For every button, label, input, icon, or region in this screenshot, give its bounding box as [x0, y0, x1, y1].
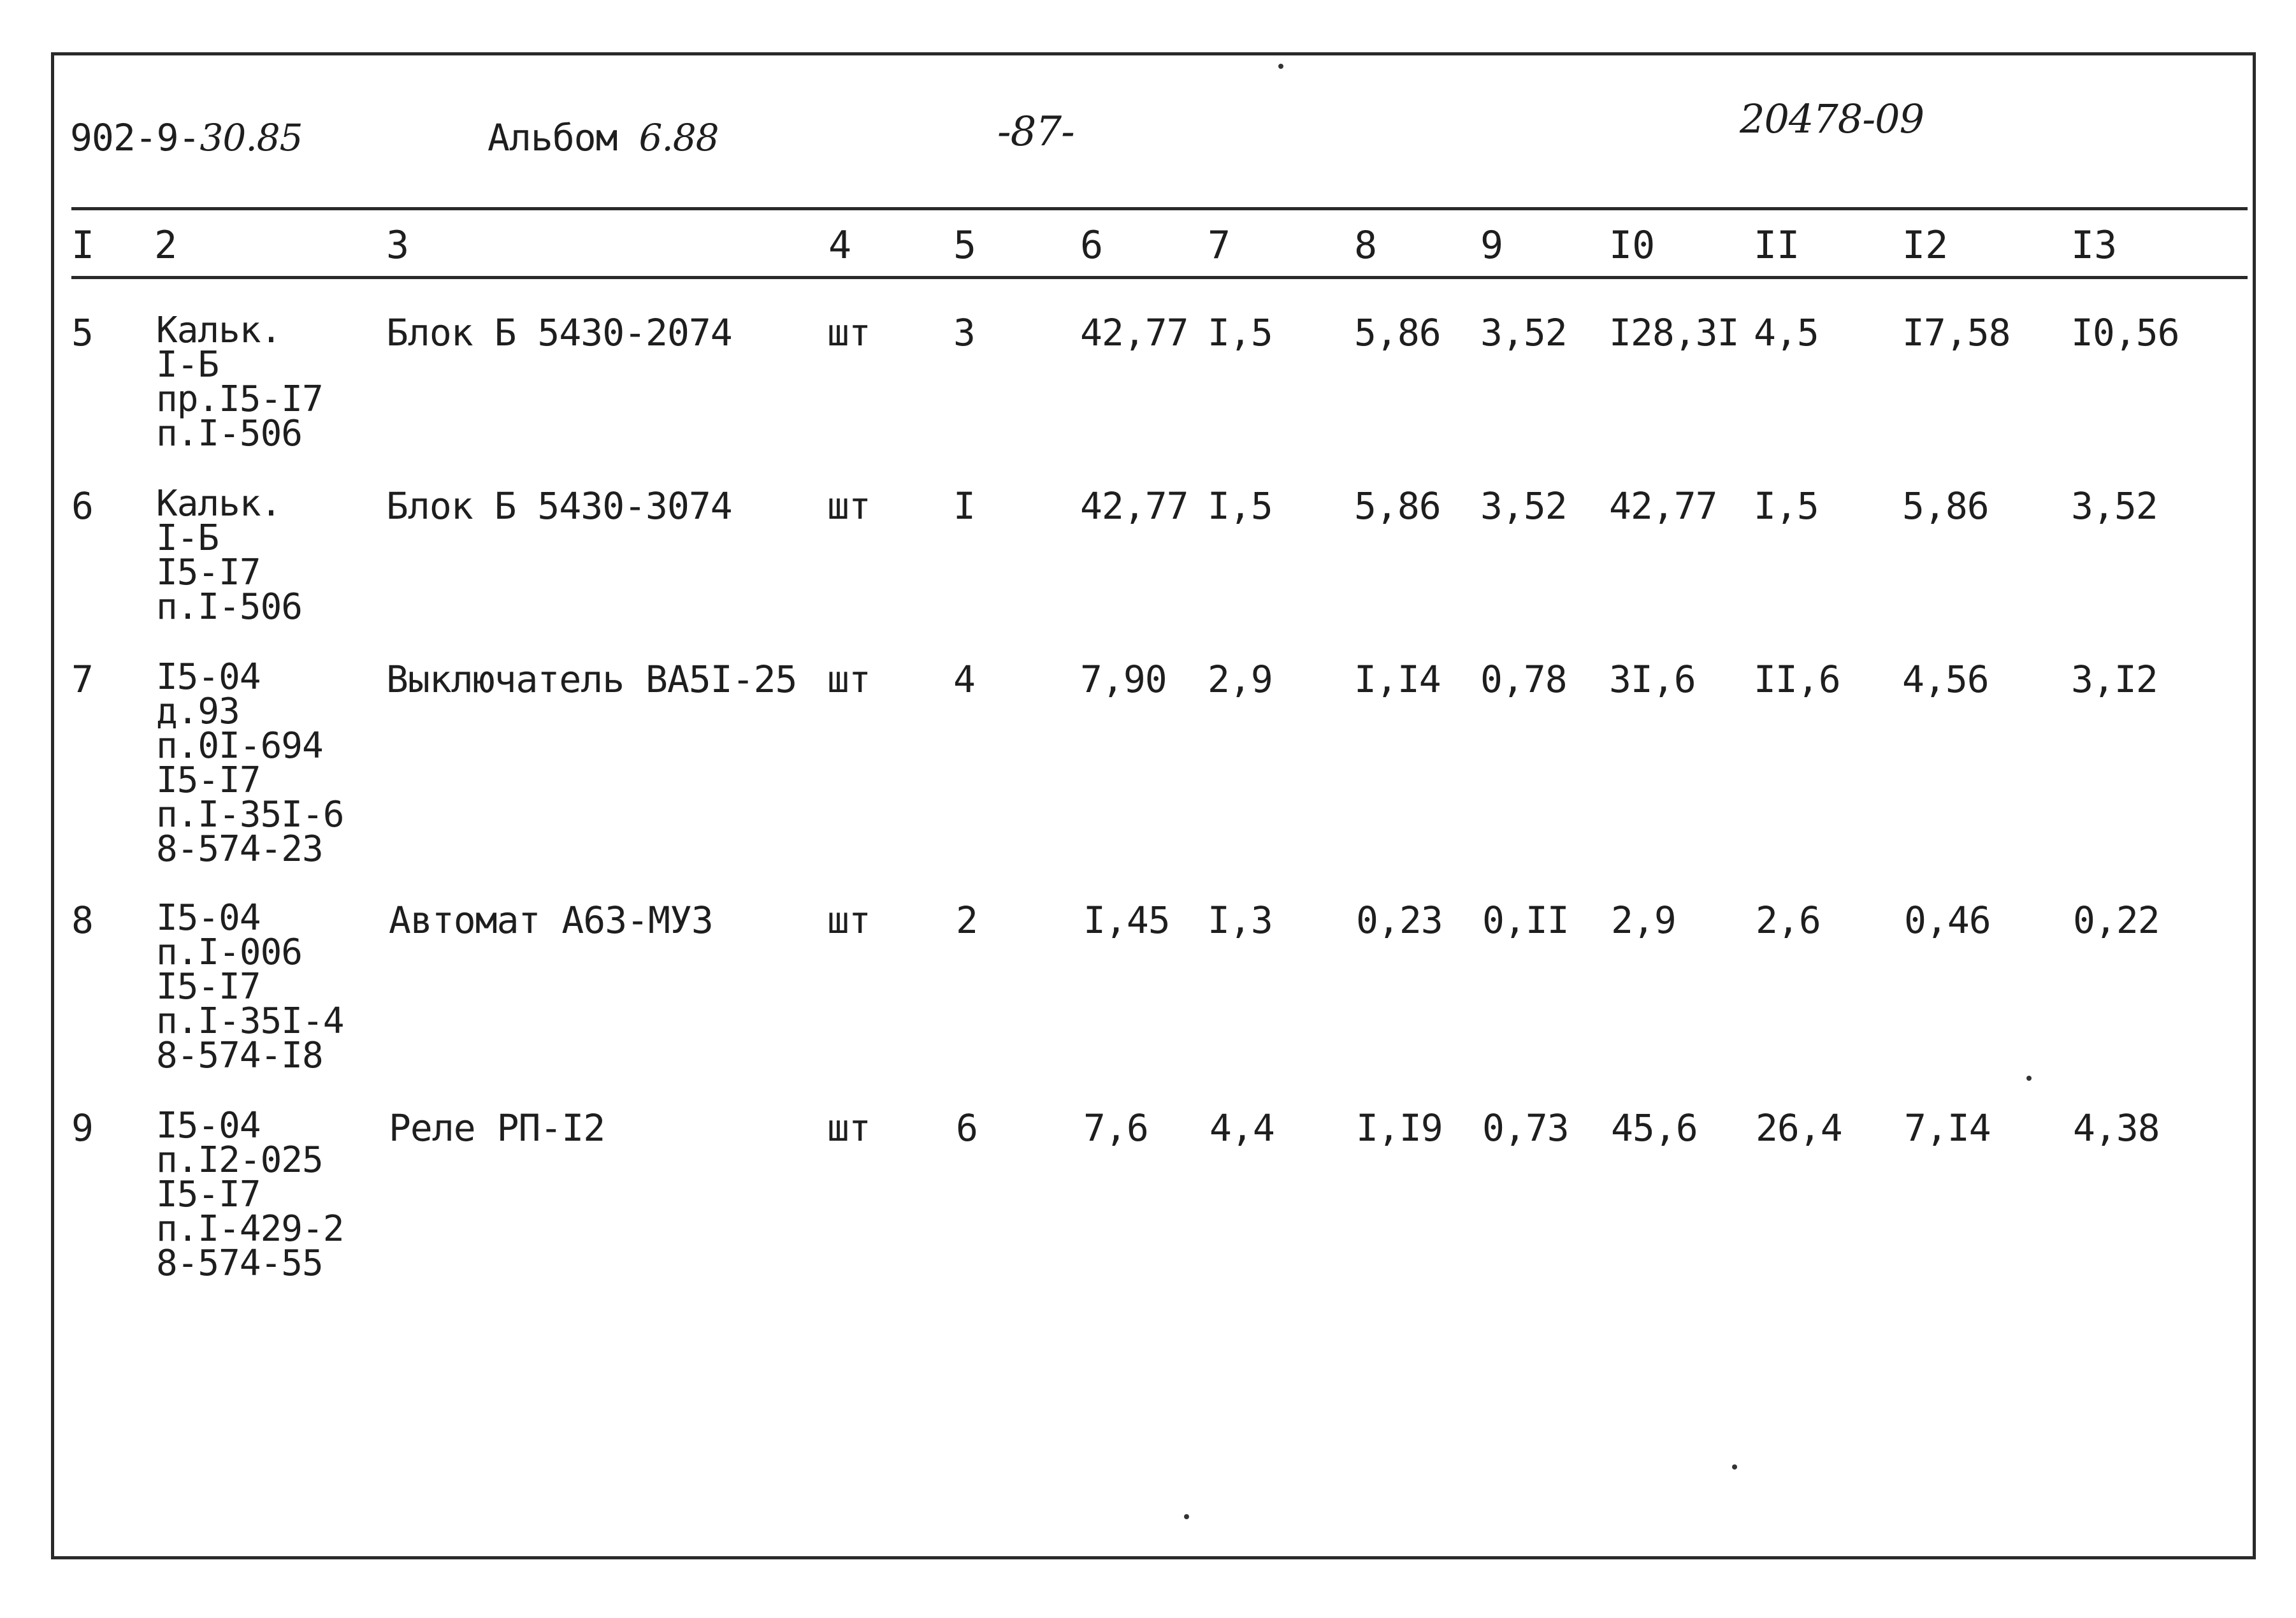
col-header-3: 3 — [386, 223, 410, 268]
reference-line: I5-04 — [156, 1105, 261, 1146]
reference-cell — [156, 897, 344, 1076]
reference-line: пр.I5-I7 — [156, 379, 323, 420]
col-header-11: II — [1754, 223, 1800, 268]
row-number: 5 — [71, 311, 93, 354]
scan-speck — [1732, 1464, 1737, 1470]
reference-line: п.I-35I-6 — [156, 794, 344, 835]
value-col-13: 3,I2 — [2071, 658, 2158, 701]
reference-line: I5-04 — [156, 897, 261, 939]
row-number: 9 — [71, 1106, 93, 1150]
reference-line: п.I-006 — [156, 932, 303, 973]
quantity: 3 — [953, 311, 975, 354]
row-number: 6 — [71, 484, 93, 528]
value-col-9: 3,52 — [1480, 484, 1567, 528]
value-col-6: 7,90 — [1080, 658, 1167, 701]
value-col-9: 3,52 — [1480, 311, 1567, 354]
value-col-11: 26,4 — [1756, 1106, 1842, 1150]
value-col-13: I0,56 — [2071, 311, 2179, 354]
doc-code-printed: 902-9- — [70, 116, 200, 159]
quantity: 2 — [956, 899, 978, 942]
quantity: I — [953, 484, 975, 528]
item-name: Автомат А63-МУЗ — [389, 899, 713, 942]
reference-line: п.I-35I-4 — [156, 1000, 344, 1042]
value-col-10: 2,9 — [1611, 899, 1676, 942]
value-col-11: 2,6 — [1756, 899, 1821, 942]
col-header-6: 6 — [1080, 223, 1104, 268]
value-col-13: 4,38 — [2073, 1106, 2160, 1150]
page-number: -87- — [997, 108, 1074, 155]
reference-line: п.0I-694 — [156, 725, 323, 767]
album-info — [487, 116, 719, 159]
reference-cell — [156, 310, 323, 454]
doc-code-handwritten: 30.85 — [199, 116, 303, 159]
header-rule-bottom — [71, 276, 2248, 279]
value-col-7: I,3 — [1208, 899, 1273, 942]
reference-line: I5-I7 — [156, 966, 261, 1008]
value-col-7: 4,4 — [1209, 1106, 1274, 1150]
reference-line: 8-574-I8 — [156, 1035, 323, 1076]
reference-line: I5-I7 — [156, 1174, 261, 1215]
value-col-9: 0,II — [1482, 899, 1569, 942]
value-col-6: 42,77 — [1080, 484, 1188, 528]
col-header-10: I0 — [1609, 223, 1656, 268]
scan-speck — [2026, 1076, 2032, 1081]
col-header-5: 5 — [953, 223, 977, 268]
col-header-4: 4 — [828, 223, 852, 268]
item-name: Блок Б 5430-3074 — [386, 484, 732, 528]
reference-line: 8-574-23 — [156, 828, 323, 870]
value-col-6: I,45 — [1083, 899, 1170, 942]
unit: шт — [827, 1106, 870, 1150]
scan-speck — [1184, 1514, 1189, 1519]
scan-speck — [1278, 64, 1283, 69]
reference-cell — [156, 483, 303, 628]
value-col-8: 0,23 — [1356, 899, 1443, 942]
unit: шт — [827, 658, 870, 701]
reference-line: д.93 — [156, 691, 240, 732]
quantity: 4 — [953, 658, 975, 701]
value-col-8: I,I4 — [1354, 658, 1441, 701]
reference-cell — [156, 656, 344, 870]
reference-line: I-Б — [156, 517, 219, 559]
reference-cell — [156, 1105, 344, 1284]
row-number: 7 — [71, 658, 93, 701]
item-name: Выключатель ВА5I-25 — [386, 658, 797, 701]
reference-line: п.I2-025 — [156, 1139, 323, 1181]
value-col-7: I,5 — [1208, 484, 1273, 528]
value-col-10: I28,3I — [1609, 311, 1739, 354]
doc-number: 20478-09 — [1740, 96, 1924, 142]
col-header-12: I2 — [1902, 223, 1949, 268]
value-col-10: 45,6 — [1611, 1106, 1698, 1150]
col-header-2: 2 — [154, 223, 178, 268]
unit: шт — [827, 311, 870, 354]
unit: шт — [827, 484, 870, 528]
album-number: 6.88 — [639, 116, 719, 159]
col-header-13: I3 — [2071, 223, 2118, 268]
value-col-12: 7,I4 — [1904, 1106, 1991, 1150]
value-col-9: 0,73 — [1482, 1106, 1569, 1150]
value-col-8: 5,86 — [1354, 484, 1441, 528]
value-col-7: I,5 — [1208, 311, 1273, 354]
reference-line: I5-04 — [156, 656, 261, 698]
doc-code — [70, 116, 303, 159]
item-name: Блок Б 5430-2074 — [386, 311, 732, 354]
value-col-10: 3I,6 — [1609, 658, 1696, 701]
row-number: 8 — [71, 899, 93, 942]
value-col-6: 7,6 — [1083, 1106, 1148, 1150]
item-name: Реле РП-I2 — [389, 1106, 605, 1150]
value-col-11: I,5 — [1754, 484, 1819, 528]
value-col-9: 0,78 — [1480, 658, 1567, 701]
value-col-11: II,6 — [1754, 658, 1840, 701]
reference-line: п.I-506 — [156, 413, 303, 454]
col-header-7: 7 — [1208, 223, 1231, 268]
reference-line: I-Б — [156, 344, 219, 386]
value-col-8: 5,86 — [1354, 311, 1441, 354]
value-col-13: 0,22 — [2073, 899, 2160, 942]
reference-line: Кальк. — [156, 310, 282, 351]
col-header-1: I — [71, 223, 95, 268]
reference-line: п.I-506 — [156, 586, 303, 628]
value-col-13: 3,52 — [2071, 484, 2158, 528]
quantity: 6 — [956, 1106, 978, 1150]
header-rule-top — [71, 207, 2248, 210]
col-header-8: 8 — [1354, 223, 1378, 268]
unit: шт — [827, 899, 870, 942]
value-col-12: 0,46 — [1904, 899, 1991, 942]
col-header-9: 9 — [1480, 223, 1504, 268]
value-col-7: 2,9 — [1208, 658, 1273, 701]
album-label: Альбом — [487, 116, 617, 159]
value-col-12: 5,86 — [1902, 484, 1989, 528]
value-col-8: I,I9 — [1356, 1106, 1443, 1150]
reference-line: п.I-429-2 — [156, 1208, 344, 1250]
value-col-11: 4,5 — [1754, 311, 1819, 354]
reference-line: I5-I7 — [156, 760, 261, 801]
reference-line: Кальк. — [156, 483, 282, 524]
value-col-6: 42,77 — [1080, 311, 1188, 354]
value-col-12: I7,58 — [1902, 311, 2011, 354]
value-col-10: 42,77 — [1609, 484, 1717, 528]
reference-line: 8-574-55 — [156, 1243, 323, 1284]
value-col-12: 4,56 — [1902, 658, 1989, 701]
reference-line: I5-I7 — [156, 552, 261, 593]
